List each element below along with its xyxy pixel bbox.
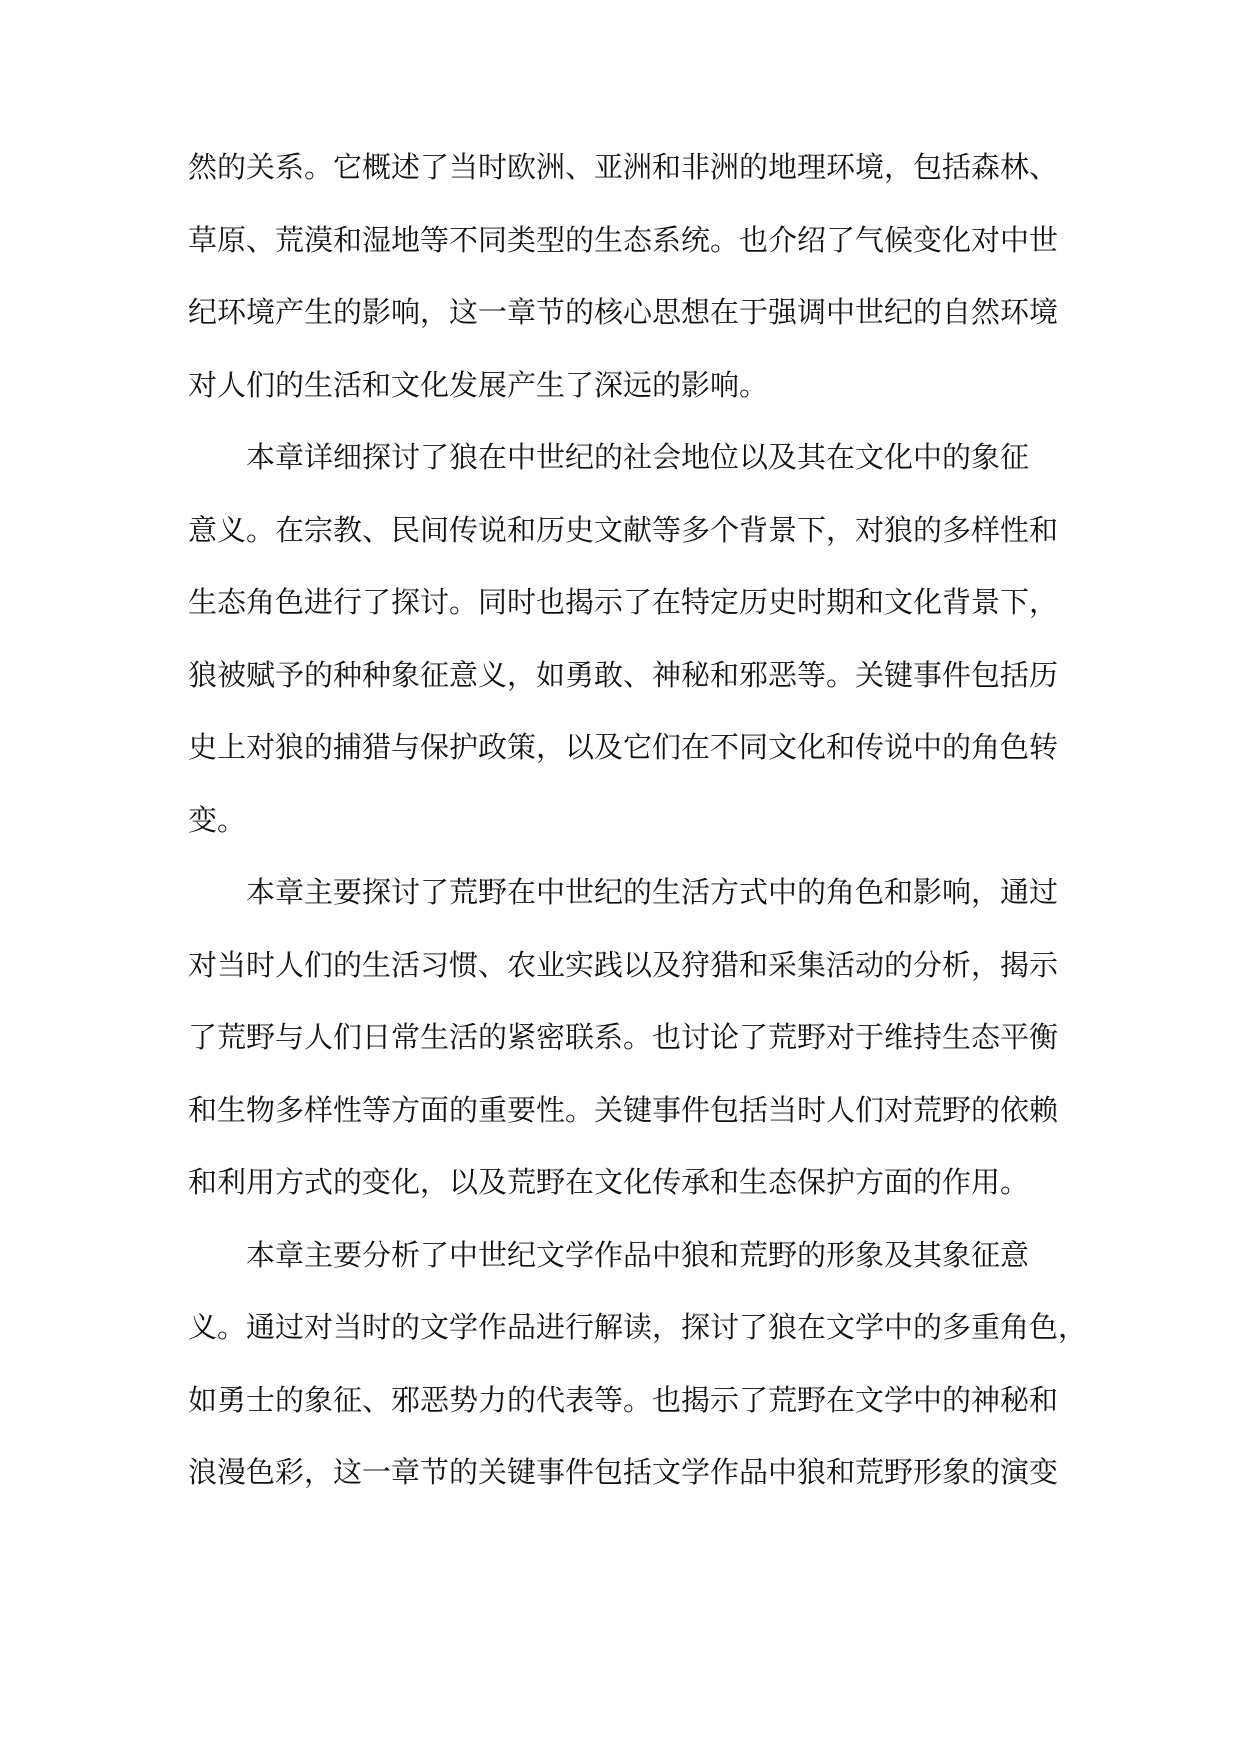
paragraph-1	[188, 131, 1068, 421]
paragraph-2	[188, 421, 1068, 856]
body-text	[188, 131, 1088, 1509]
text-line: 本章主要探讨了荒野在中世纪的生活方式中的角色和影响，通过	[246, 875, 1059, 909]
text-line: 浪漫色彩，这一章节的关键事件包括文学作品中狼和荒野形象的演变	[188, 1455, 1059, 1489]
text-line: 和生物多样性等方面的重要性。关键事件包括当时人们对荒野的依赖	[188, 1092, 1059, 1127]
text-line: 狼被赋予的种种象征意义，如勇敢、神秘和邪恶等。关键事件包括历	[188, 657, 1059, 692]
text-line: 本章详细探讨了狼在中世纪的社会地位以及其在文化中的象征	[246, 440, 1030, 474]
text-line: 对当时人们的生活习惯、农业实践以及狩猎和采集活动的分析，揭示	[188, 947, 1059, 982]
paragraph-3	[188, 856, 1068, 1219]
text-line: 变。	[188, 802, 247, 837]
text-line: 意义。在宗教、民间传说和历史文献等多个背景下，对狼的多样性和	[188, 512, 1059, 547]
text-line: 和利用方式的变化，以及荒野在文化传承和生态保护方面的作用。	[188, 1165, 1030, 1199]
text-line: 然的关系。它概述了当时欧洲、亚洲和非洲的地理环境，包括森林、	[188, 150, 1059, 184]
paragraph-4	[188, 1219, 1088, 1509]
text-line: 史上对狼的捕猎与保护政策，以及它们在不同文化和传说中的角色转	[188, 730, 1059, 764]
text-line: 纪环境产生的影响，这一章节的核心思想在于强调中世纪的自然环境	[188, 295, 1059, 329]
text-line: 本章主要分析了中世纪文学作品中狼和荒野的形象及其象征意	[246, 1237, 1030, 1272]
text-line: 对人们的生活和文化发展产生了深远的影响。	[188, 367, 769, 402]
text-line: 了荒野与人们日常生活的紧密联系。也讨论了荒野对于维持生态平衡	[188, 1020, 1059, 1054]
text-line: 义。通过对当时的文学作品进行解读，探讨了狼在文学中的多重角色，	[188, 1310, 1088, 1344]
text-line: 生态角色进行了探讨。同时也揭示了在特定历史时期和文化背景下，	[188, 585, 1059, 619]
text-line: 如勇士的象征、邪恶势力的代表等。也揭示了荒野在文学中的神秘和	[188, 1382, 1059, 1417]
text-line: 草原、荒漠和湿地等不同类型的生态系统。也介绍了气候变化对中世	[188, 222, 1059, 257]
